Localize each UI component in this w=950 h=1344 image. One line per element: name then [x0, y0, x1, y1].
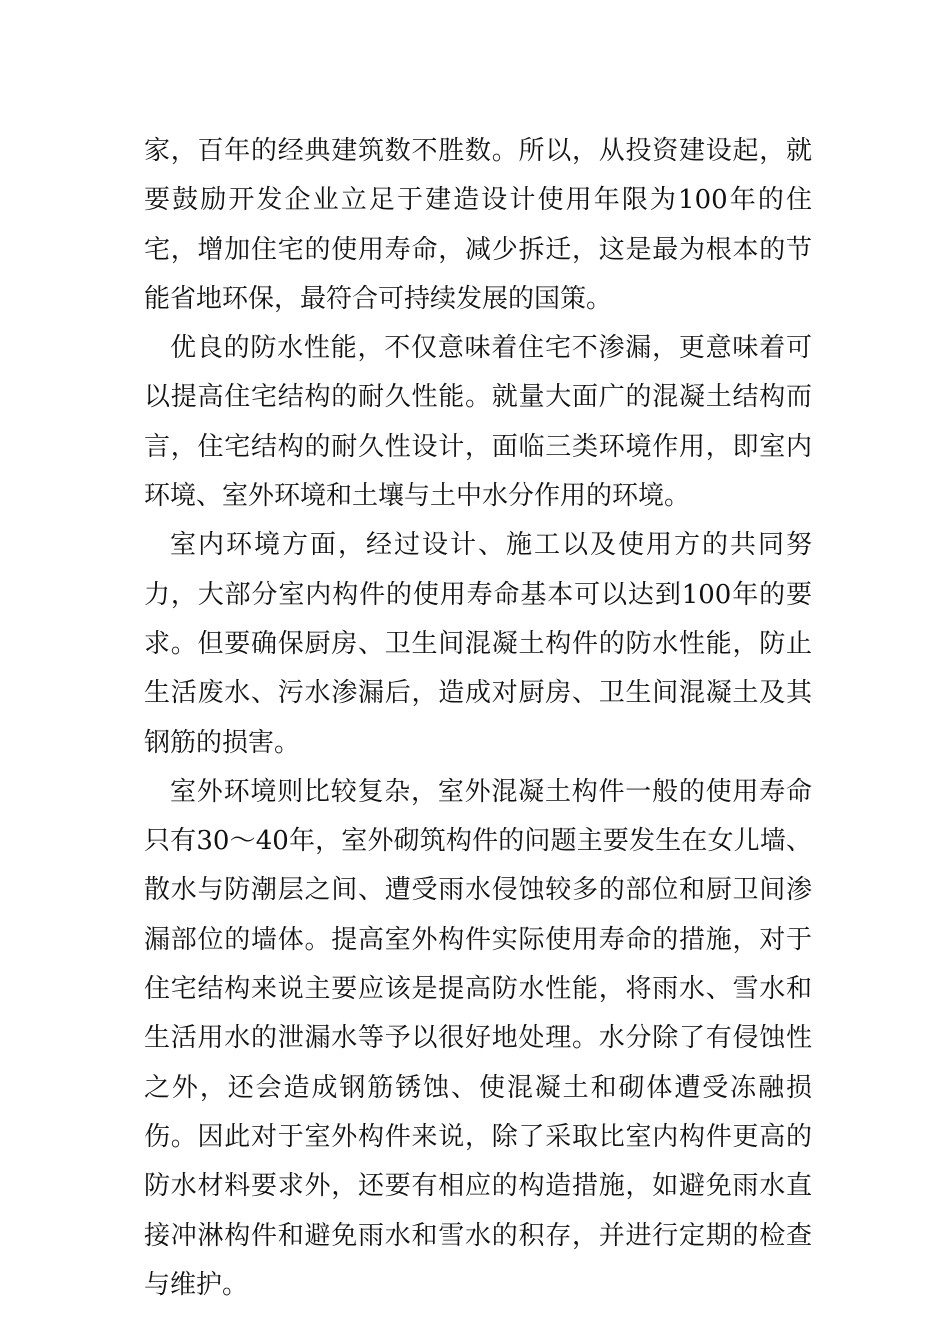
document-body: [144, 127, 812, 1310]
paragraph-continuation: 家，百年的经典建筑数不胜数。所以，从投资建设起，就要鼓励开发企业立足于建造设计使用年限为100年的住宅，增加住宅的使用寿命，减少拆迁，这是最为根本的节能省地环保，最符合可持续发展的国策。: [144, 136, 812, 314]
paragraph-waterproof-performance: 优良的防水性能，不仅意味着住宅不渗漏，更意味着可以提高住宅结构的耐久性能。就量大面广的混凝土结构而言，住宅结构的耐久性设计，面临三类环境作用，即室内环境、室外环境和土壤与土中水分作用的环境。: [144, 333, 812, 512]
paragraph-indoor-environment: 室内环境方面，经过设计、施工以及使用方的共同努力，大部分室内构件的使用寿命基本可以达到100年的要求。但要确保厨房、卫生间混凝土构件的防水性能，防止生活废水、污水渗漏后，造成对厨房、卫生间混凝土及其钢筋的损害。: [144, 530, 812, 758]
paragraph-outdoor-environment: 室外环境则比较复杂，室外混凝土构件一般的使用寿命只有30～40年，室外砌筑构件的问题主要发生在女儿墙、散水与防潮层之间、遭受雨水侵蚀较多的部位和厨卫间渗漏部位的墙体。提高室外构件实际使用寿命的措施，对于住宅结构来说主要应该是提高防水性能，将雨水、雪水和生活用水的泄漏水等予以很好地处理。水分除了有侵蚀性之外，还会造成钢筋锈蚀、使混凝土和砌体遭受冻融损伤。因此对于室外构件来说，除了采取比室内构件更高的防水材料要求外，还要有相应的构造措施，如避免雨水直接冲淋构件和避免雨水和雪水的积存，并进行定期的检查与维护。: [144, 776, 812, 1300]
